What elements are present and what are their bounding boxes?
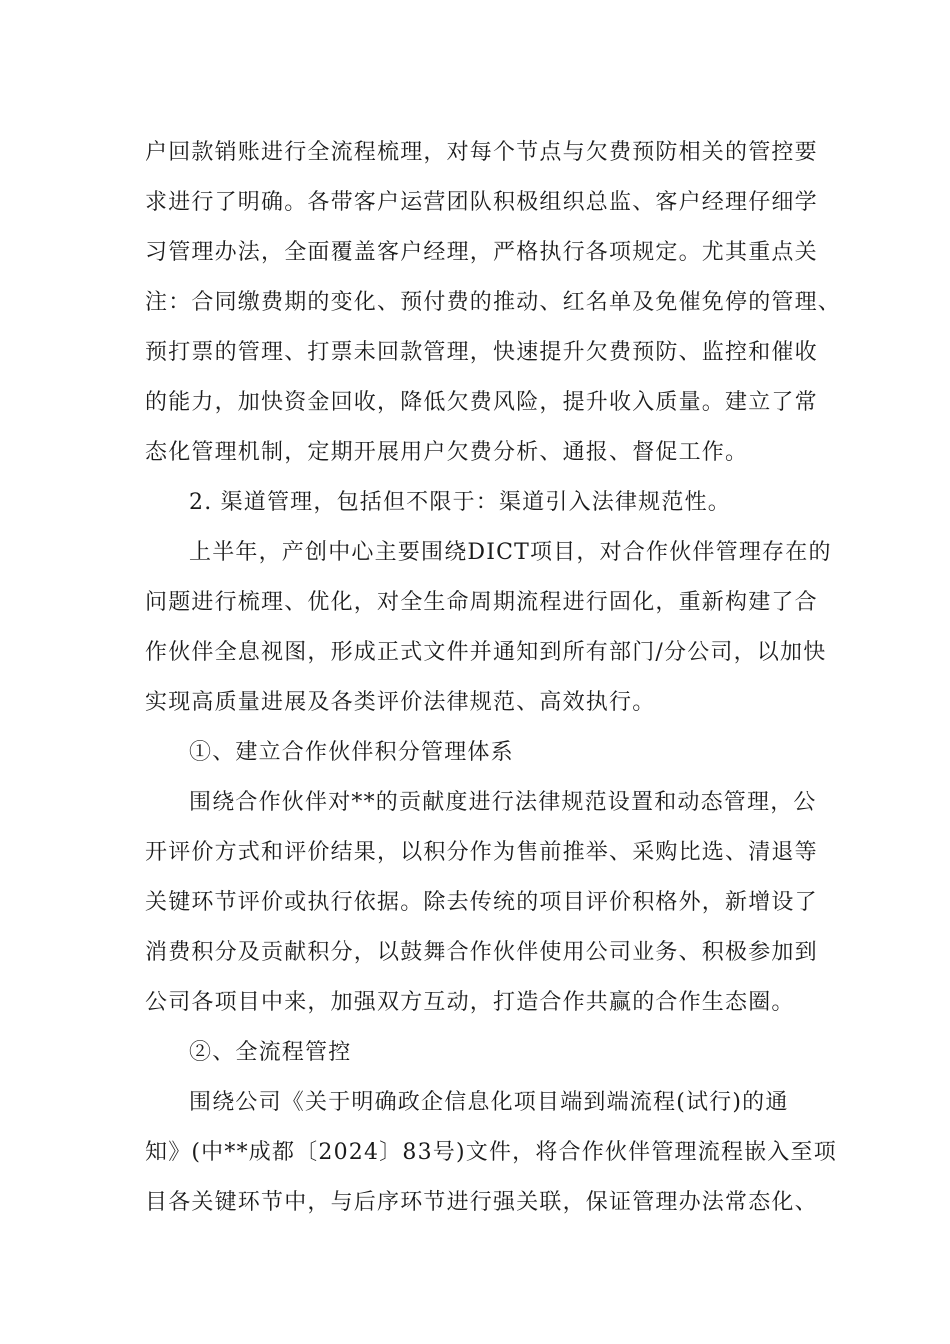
text-line: 习管理办法，全面覆盖客户经理，严格执行各项规定。尤其重点关 xyxy=(145,240,818,265)
text-line: 的能力，加快资金回收，降低欠费风险，提升收入质量。建立了常 xyxy=(145,390,818,415)
text-line: 实现高质量进展及各类评价法律规范、高效执行。 xyxy=(145,690,656,715)
subsection-heading: ①、建立合作伙伴积分管理体系 xyxy=(189,740,514,765)
subsection-heading: ②、全流程管控 xyxy=(189,1040,352,1065)
paragraph-start: 围绕公司《关于明确政企信息化项目端到端流程(试行)的通 xyxy=(189,1090,789,1115)
text-line: 目各关键环节中，与后序环节进行强关联，保证管理办法常态化、 xyxy=(145,1190,818,1215)
text-line: 消费积分及贡献积分，以鼓舞合作伙伴使用公司业务、积极参加到 xyxy=(145,940,818,965)
paragraph-start: 上半年，产创中心主要围绕DICT项目，对合作伙伴管理存在的 xyxy=(189,540,832,565)
text-line: 开评价方式和评价结果，以积分作为售前推举、采购比选、清退等 xyxy=(145,840,818,865)
text-line: 公司各项目中来，加强双方互动，打造合作共赢的合作生态圈。 xyxy=(145,990,795,1015)
document-body xyxy=(145,128,842,1228)
text-line: 求进行了明确。各带客户运营团队积极组织总监、客户经理仔细学 xyxy=(145,190,818,215)
text-line: 户回款销账进行全流程梳理，对每个节点与欠费预防相关的管控要 xyxy=(145,140,818,165)
text-line: 知》(中**成都〔2024〕83号)文件，将合作伙伴管理流程嵌入至项 xyxy=(145,1140,837,1165)
text-line: 注：合同缴费期的变化、预付费的推动、红名单及免催免停的管理、 xyxy=(145,290,842,315)
section-heading: 2. 渠道管理，包括但不限于：渠道引入法律规范性。 xyxy=(189,490,731,515)
text-line: 问题进行梳理、优化，对全生命周期流程进行固化，重新构建了合 xyxy=(145,590,818,615)
text-line: 预打票的管理、打票未回款管理，快速提升欠费预防、监控和催收 xyxy=(145,340,818,365)
text-line: 态化管理机制，定期开展用户欠费分析、通报、督促工作。 xyxy=(145,440,749,465)
text-line: 关键环节评价或执行依据。除去传统的项目评价积格外，新增设了 xyxy=(145,890,818,915)
text-line: 作伙伴全息视图，形成正式文件并通知到所有部门/分公司，以加快 xyxy=(145,640,827,665)
paragraph-start: 围绕合作伙伴对**的贡献度进行法律规范设置和动态管理，公 xyxy=(189,790,817,815)
